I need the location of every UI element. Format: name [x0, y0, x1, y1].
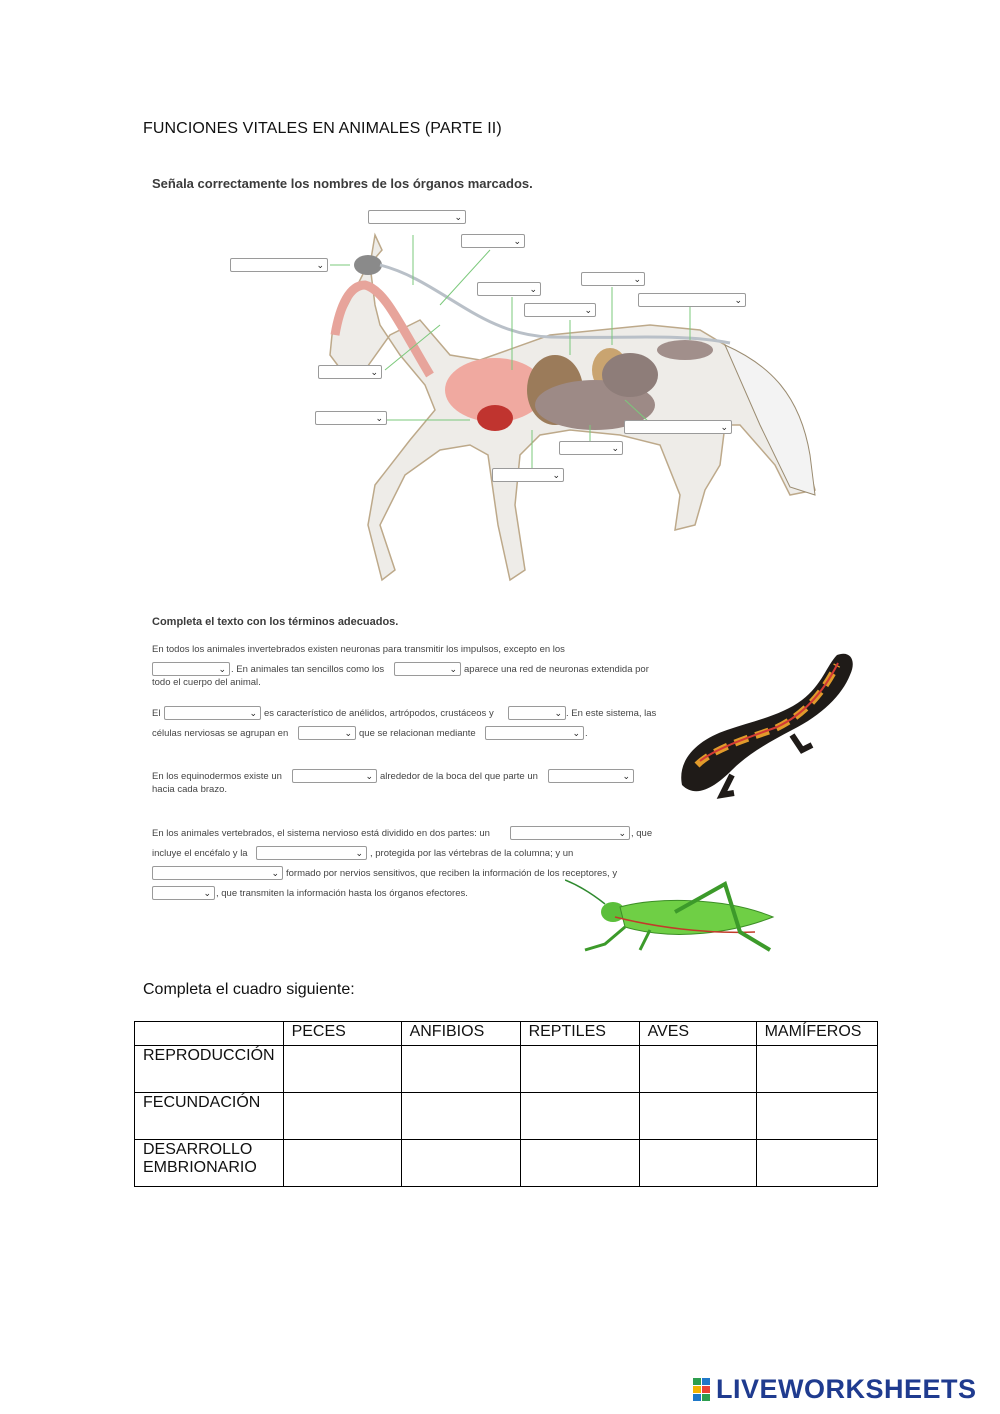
table-cell[interactable] [520, 1093, 639, 1140]
blank-dropdown-2[interactable] [394, 662, 461, 676]
chevron-down-icon: ⌄ [344, 728, 352, 738]
chevron-down-icon: ⌄ [375, 413, 383, 423]
table-row [135, 1093, 878, 1140]
brain-organ [354, 255, 382, 275]
text-p4a: En los animales vertebrados, el sistema nervioso está dividido en dos partes: un [152, 828, 490, 839]
grasshopper-illustration [565, 872, 785, 954]
table-cell[interactable] [283, 1046, 401, 1093]
chevron-down-icon: ⌄ [572, 728, 580, 738]
text-p4c: incluye el encéfalo y la [152, 848, 248, 859]
horse-anatomy-illustration [320, 225, 820, 590]
grasshopper-front-leg [585, 927, 625, 950]
text-p2f: . [585, 728, 588, 739]
text-p4f: , que transmiten la información hasta los órganos efectores. [216, 888, 468, 899]
blank-dropdown-6[interactable] [485, 726, 584, 740]
organ-dropdown-2[interactable] [461, 234, 525, 248]
chevron-down-icon: ⌄ [554, 708, 562, 718]
table-header-row [135, 1022, 878, 1046]
organ-dropdown-7[interactable] [524, 303, 596, 317]
blank-dropdown-12[interactable] [152, 886, 215, 900]
table-row [135, 1046, 878, 1093]
liveworksheets-logo-text[interactable]: LIVEWORKSHEETS [716, 1374, 977, 1404]
blank-dropdown-1[interactable] [152, 662, 230, 676]
table-cell[interactable] [401, 1046, 520, 1093]
text-p4d: , protegida por las vértebras de la columna; y un [370, 848, 574, 859]
page-title: FUNCIONES VITALES EN ANIMALES (PARTE II) [143, 120, 502, 137]
chevron-down-icon: ⌄ [611, 443, 619, 453]
text-p2b: es característico de anélidos, artrópodos, crustáceos y [264, 708, 494, 719]
organ-dropdown-12[interactable] [492, 468, 564, 482]
salamander-leg-1 [722, 775, 734, 795]
grasshopper-mid-leg [640, 930, 650, 950]
text-p1d: todo el cuerpo del animal. [152, 677, 261, 688]
organ-dropdown-10[interactable] [624, 420, 732, 434]
text-p2c: . En este sistema, las [566, 708, 657, 719]
chevron-down-icon: ⌄ [584, 305, 592, 315]
text-p1c: aparece una red de neuronas extendida por [464, 664, 649, 675]
table-cell[interactable] [283, 1093, 401, 1140]
table-cell[interactable] [756, 1046, 877, 1093]
section2-heading: Completa el texto con los términos adecuados. [152, 616, 399, 628]
row-label: REPRODUCCIÓN [135, 1046, 284, 1093]
text-p1a: En todos los animales invertebrados existen neuronas para transmitir los impulsos, excepto en los [152, 644, 565, 655]
row-label [135, 1140, 284, 1187]
section3-heading: Completa el cuadro siguiente: [143, 981, 355, 998]
grasshopper-body [620, 900, 773, 934]
blank-dropdown-3[interactable] [164, 706, 261, 720]
organ-dropdown-4[interactable] [581, 272, 645, 286]
small-intestine [602, 353, 658, 397]
table-cell[interactable] [520, 1046, 639, 1093]
table-header-cell: REPTILES [520, 1022, 639, 1046]
chevron-down-icon: ⌄ [365, 771, 373, 781]
text-p4e: formado por nervios sensitivos, que reciben la información de los receptores, y [286, 868, 618, 879]
organ-dropdown-3[interactable] [230, 258, 328, 272]
heart-organ [477, 405, 513, 431]
table-cell[interactable] [639, 1093, 756, 1140]
chevron-down-icon: ⌄ [622, 771, 630, 781]
chevron-down-icon: ⌄ [249, 708, 257, 718]
comparison-table [134, 1021, 878, 1187]
organ-dropdown-5[interactable] [477, 282, 541, 296]
blank-dropdown-10[interactable] [256, 846, 367, 860]
table-cell[interactable] [283, 1140, 401, 1187]
row-label-line1: DESARROLLO [143, 1141, 253, 1158]
organ-dropdown-8[interactable] [318, 365, 382, 379]
text-p1b: . En animales tan sencillos como los [231, 664, 385, 675]
chevron-down-icon: ⌄ [529, 284, 537, 294]
row-label: FECUNDACIÓN [135, 1093, 284, 1140]
chevron-down-icon: ⌄ [513, 236, 521, 246]
organ-dropdown-1[interactable] [368, 210, 466, 224]
table-cell[interactable] [639, 1046, 756, 1093]
chevron-down-icon: ⌄ [454, 212, 462, 222]
table-header-cell: AVES [639, 1022, 756, 1046]
chevron-down-icon: ⌄ [355, 848, 363, 858]
table-cell[interactable] [756, 1140, 877, 1187]
blank-dropdown-7[interactable] [292, 769, 377, 783]
table-cell[interactable] [756, 1093, 877, 1140]
organ-dropdown-9[interactable] [315, 411, 387, 425]
table-header-cell: ANFIBIOS [401, 1022, 520, 1046]
table-header-cell: MAMÍFEROS [756, 1022, 877, 1046]
chevron-down-icon: ⌄ [618, 828, 626, 838]
chevron-down-icon: ⌄ [449, 664, 457, 674]
salamander-leg-2 [792, 735, 812, 750]
text-p3b: alrededor de la boca del que parte un [380, 771, 538, 782]
text-p4b: , que [631, 828, 653, 839]
liveworksheets-logo-icon [693, 1378, 711, 1402]
chevron-down-icon: ⌄ [316, 260, 324, 270]
chevron-down-icon: ⌄ [734, 295, 742, 305]
section1-heading: Señala correctamente los nombres de los órganos marcados. [152, 176, 533, 191]
chevron-down-icon: ⌄ [203, 888, 211, 898]
table-header-cell [135, 1022, 284, 1046]
chevron-down-icon: ⌄ [370, 367, 378, 377]
chevron-down-icon: ⌄ [271, 868, 279, 878]
colon-organ [657, 340, 713, 360]
table-cell[interactable] [401, 1140, 520, 1187]
table-row [135, 1140, 878, 1187]
chevron-down-icon: ⌄ [720, 422, 728, 432]
salamander-body [681, 654, 853, 792]
chevron-down-icon: ⌄ [633, 274, 641, 284]
blank-dropdown-5[interactable] [298, 726, 356, 740]
text-p3a: En los equinodermos existe un [152, 771, 282, 782]
organ-dropdown-6[interactable] [638, 293, 746, 307]
blank-dropdown-8[interactable] [548, 769, 634, 783]
blank-dropdown-4[interactable] [508, 706, 566, 720]
table-cell[interactable] [520, 1140, 639, 1187]
row-label-line2: EMBRIONARIO [143, 1159, 257, 1176]
chevron-down-icon: ⌄ [218, 664, 226, 674]
text-p3c: hacia cada brazo. [152, 784, 227, 795]
organ-dropdown-11[interactable] [559, 441, 623, 455]
blank-dropdown-11[interactable] [152, 866, 283, 880]
table-cell[interactable] [401, 1093, 520, 1140]
text-p2e: que se relacionan mediante [359, 728, 476, 739]
chevron-down-icon: ⌄ [552, 470, 560, 480]
grasshopper-antenna [565, 880, 605, 904]
table-cell[interactable] [639, 1140, 756, 1187]
salamander-illustration [672, 645, 862, 805]
text-p2d: células nerviosas se agrupan en [152, 728, 289, 739]
blank-dropdown-9[interactable] [510, 826, 630, 840]
text-p2a: El [152, 708, 161, 719]
table-header-cell: PECES [283, 1022, 401, 1046]
